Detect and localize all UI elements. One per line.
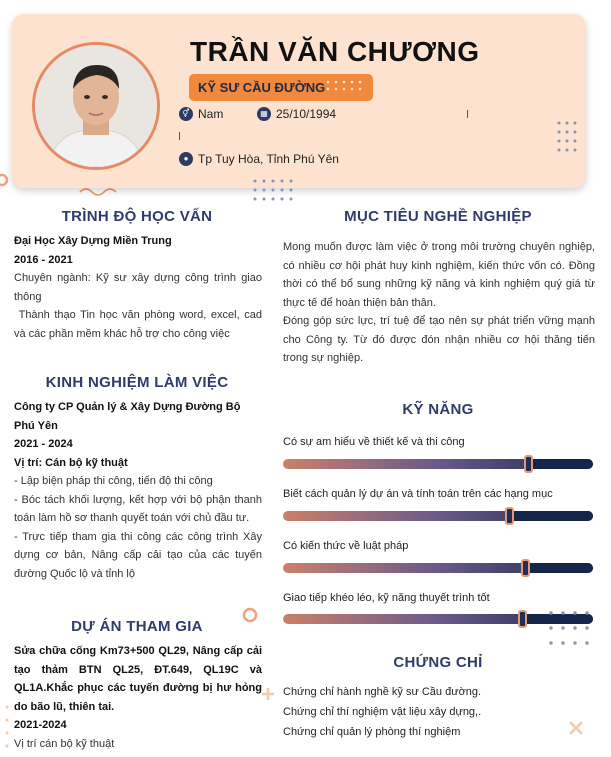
experience-section xyxy=(14,398,262,583)
dots-pattern xyxy=(556,120,580,160)
job-title-badge xyxy=(189,74,373,101)
gender-value: Nam xyxy=(198,107,224,121)
certificate-item: Chứng chỉ thí nghiệm vật liệu xây dựng,. xyxy=(283,706,482,718)
skill-bar xyxy=(283,563,593,573)
skill-level-marker xyxy=(518,610,527,628)
calendar-icon: ▦ xyxy=(257,107,271,121)
skill-level-marker xyxy=(505,507,514,525)
divider xyxy=(179,132,180,140)
dots-pattern xyxy=(325,79,365,93)
dots-pattern xyxy=(4,704,10,754)
skill-bar xyxy=(283,511,593,521)
skill-bar xyxy=(283,614,593,624)
project-years: 2021-2024 xyxy=(14,719,67,731)
decor-plus xyxy=(261,687,275,701)
experience-task: - Bóc tách khối lượng, kết hợp với bộ phận thanh toán làm hồ sơ thanh quyết toán với chủ đầu tư. xyxy=(14,493,262,524)
objective-section xyxy=(283,238,595,368)
birthdate-info xyxy=(257,107,336,121)
job-position: Vị trí: Cán bộ kỹ thuật xyxy=(14,456,128,469)
skill-level-marker xyxy=(524,455,533,473)
profile-header xyxy=(12,14,586,188)
certificate-item: Chứng chỉ hành nghề kỹ sư Cầu đường. xyxy=(283,686,482,698)
location-pin-icon: ● xyxy=(179,152,193,166)
objective-heading: MỤC TIÊU NGHỀ NGHIỆP xyxy=(344,208,532,225)
skill-bar xyxy=(283,459,593,469)
office-skills: Thành thạo Tin học văn phòng word, excel, cad và các phần mềm khác hỗ trợ cho công việc xyxy=(14,309,266,340)
address-value: Tp Tuy Hòa, Tỉnh Phú Yên xyxy=(198,152,339,166)
education-years: 2016 - 2021 xyxy=(14,253,73,266)
projects-heading: DỰ ÁN THAM GIA xyxy=(71,618,203,635)
birthdate-value: 25/10/1994 xyxy=(276,107,337,121)
experience-task: - Trực tiếp tham gia thi công các công trình Xây dựng cơ bản, Nâng cấp cải tạo của các tuyến đường Quốc lộ và tỉnh lộ xyxy=(14,530,262,580)
skill-level-marker xyxy=(521,559,530,577)
education-major: Chuyên ngành: Kỹ sư xây dựng công trình giao thông xyxy=(14,272,262,303)
project-role: Vị trí cán bộ kỹ thuật xyxy=(14,737,115,750)
skill-label: Có kiến thức về luật pháp xyxy=(283,540,409,552)
job-title: KỸ SƯ CẦU ĐƯỜNG xyxy=(198,80,326,95)
gender-icon: ⚥ xyxy=(179,107,193,121)
certificates-heading: CHỨNG CHỈ xyxy=(393,654,483,671)
dots-pattern xyxy=(252,178,300,202)
project-name: Sửa chữa cống Km73+500 QL29, Nâng cấp cải tạo thảm BTN QL25, ĐT.649, QL19C và QL1A.Khắc phục các tuyến đường bị hư hỏng do bão lũ, thiên tai. xyxy=(14,645,262,713)
address-info xyxy=(179,152,339,166)
objective-paragraph: Mong muốn được làm việc ở trong môi trường chuyên nghiệp, có nhiều cơ hội phát huy kinh nghiệm, kiến thức vốn có. Đồng thời có thể bổ sung những kỹ năng và kinh nghiệm quý giá từ thực tế để hoàn thiện bản thân. xyxy=(283,241,595,309)
school-name: Đại Học Xây Dựng Miền Trung xyxy=(14,235,172,247)
dots-pattern xyxy=(548,610,600,650)
company-name: Công ty CP Quản lý & Xây Dựng Đường Bộ Phú Yên xyxy=(14,401,241,432)
skill-label: Biết cách quản lý dự án và tính toán trên các hạng mục xyxy=(283,488,553,500)
divider xyxy=(467,110,468,118)
certificate-item: Chứng chỉ quản lý phòng thí nghiệm xyxy=(283,726,461,738)
avatar xyxy=(32,42,160,170)
skill-label: Giao tiếp khéo léo, kỹ năng thuyết trình tốt xyxy=(283,592,490,604)
objective-paragraph: Đóng góp sức lực, trí tuệ để tạo nên sự phát triển vững mạnh cho Công ty. Từ đó được đón nhận nhiều cơ hội thăng tiến trong sự nghiệp. xyxy=(283,315,595,364)
experience-heading: KINH NGHIỆM LÀM VIỆC xyxy=(45,374,229,391)
experience-years: 2021 - 2024 xyxy=(14,438,73,450)
projects-section xyxy=(14,642,262,753)
candidate-name: TRẦN VĂN CHƯƠNG xyxy=(190,36,480,67)
skill-label: Có sự am hiểu về thiết kế và thi công xyxy=(283,436,465,448)
experience-task: - Lập biện pháp thi công, tiến độ thi công xyxy=(14,475,213,487)
gender-info xyxy=(179,107,223,121)
decor-ring-left xyxy=(0,172,10,188)
skills-heading: KỸ NĂNG xyxy=(402,401,474,418)
education-heading: TRÌNH ĐỘ HỌC VẤN xyxy=(61,208,213,225)
education-section xyxy=(14,232,266,343)
decor-cross-icon xyxy=(568,720,584,736)
